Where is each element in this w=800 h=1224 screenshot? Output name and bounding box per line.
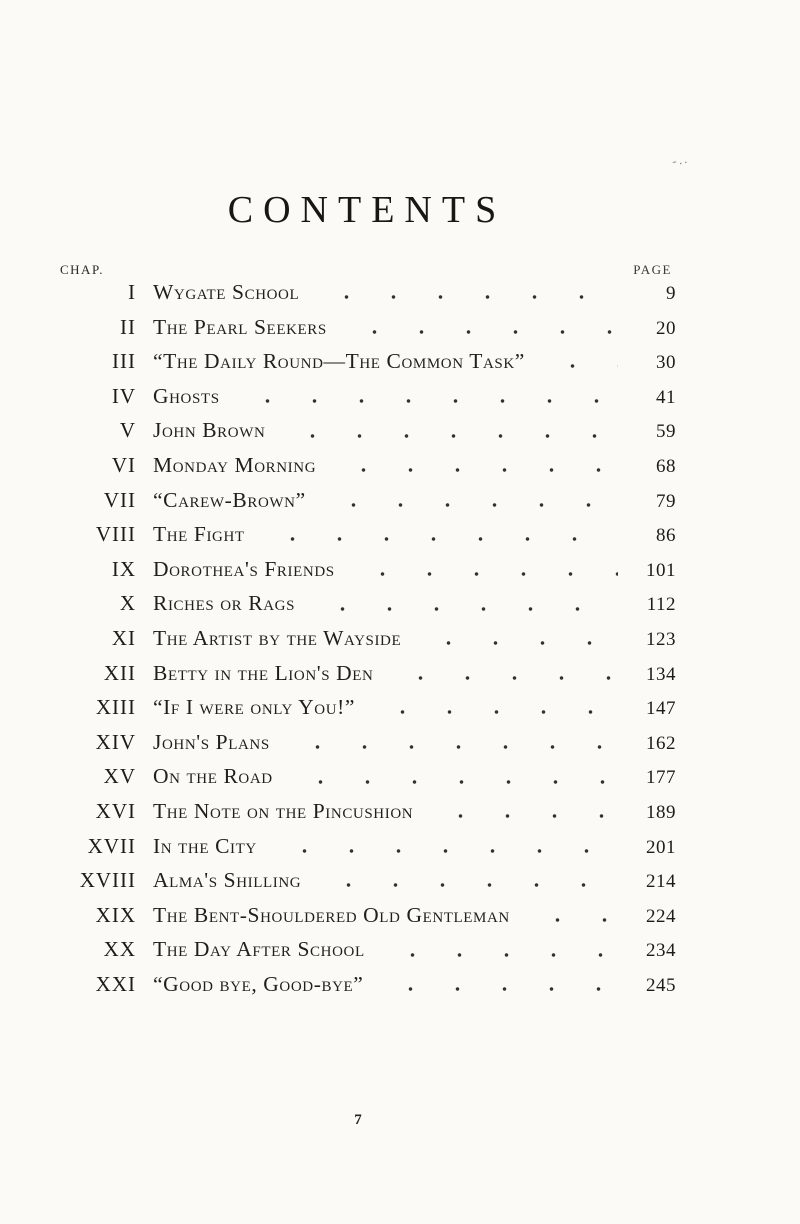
chapter-title: Alma's Shilling	[153, 868, 302, 893]
chapter-page-number: 86	[656, 525, 676, 547]
toc-row	[58, 626, 676, 661]
toc-row	[58, 522, 676, 557]
column-headers	[58, 262, 676, 278]
toc-row	[58, 488, 676, 523]
dot-leader	[375, 951, 618, 959]
chapter-page-number: 79	[656, 490, 676, 512]
chapter-title: The Fight	[153, 522, 245, 547]
toc-row	[58, 384, 676, 419]
dot-leader	[283, 778, 618, 786]
chapter-title: “Good bye, Good-bye”	[153, 971, 364, 996]
chapter-numeral: XI	[111, 625, 136, 650]
dot-leader	[520, 916, 618, 924]
dot-leader	[309, 293, 618, 301]
chapter-page-number: 101	[646, 559, 676, 581]
chapter-page-number: 68	[656, 455, 676, 477]
chapter-numeral: V	[119, 418, 136, 443]
dot-leader	[311, 881, 618, 889]
chapter-title: The Artist by the Wayside	[153, 625, 402, 650]
toc-row	[58, 557, 676, 592]
chapter-numeral: II	[120, 314, 136, 339]
chapter-page-number: 30	[656, 352, 676, 374]
dot-leader	[345, 570, 618, 578]
chapter-page-number: 214	[646, 871, 676, 893]
toc-row	[58, 937, 676, 972]
chapter-title: In the City	[153, 833, 257, 858]
dot-leader	[326, 466, 618, 474]
chapter-numeral: XVI	[95, 798, 136, 823]
chapter-title: The Day After School	[153, 937, 365, 962]
toc-row	[58, 315, 676, 350]
chapter-page-number: 9	[666, 283, 676, 304]
chapter-title: The Note on the Pincushion	[153, 798, 414, 823]
page-title: CONTENTS	[227, 189, 507, 231]
toc-row	[58, 453, 676, 488]
toc-row	[58, 868, 676, 903]
toc-list	[58, 280, 676, 1006]
dot-leader	[337, 328, 618, 336]
toc-row	[58, 418, 676, 453]
chapter-numeral: XV	[103, 764, 136, 789]
scan-artifact: -..	[670, 150, 691, 169]
chapter-numeral: VIII	[95, 522, 136, 547]
chapter-page-number: 234	[646, 940, 676, 962]
chapter-numeral: XIV	[95, 729, 136, 754]
chapter-page-number: 189	[646, 801, 676, 823]
dot-leader	[230, 397, 618, 405]
contents-block	[58, 0, 676, 1006]
toc-row	[58, 903, 676, 938]
chapter-numeral: VI	[111, 452, 136, 477]
toc-row	[58, 695, 676, 730]
chapter-title: Wygate School	[153, 280, 300, 304]
chapter-numeral: XX	[103, 937, 136, 962]
chapter-title: On the Road	[153, 764, 273, 789]
toc-row	[58, 834, 676, 869]
chapter-title: Monday Morning	[153, 452, 317, 477]
chapter-numeral: I	[128, 280, 136, 304]
chapter-page-number: 177	[646, 767, 676, 789]
chapter-page-number: 112	[646, 594, 676, 616]
chapter-numeral: VII	[103, 487, 136, 512]
chapter-numeral: IV	[111, 383, 136, 408]
chapter-title: The Bent-Shouldered Old Gentleman	[153, 902, 510, 927]
chapter-page-number: 162	[646, 732, 676, 754]
chapter-title: Ghosts	[153, 383, 220, 408]
page-column-header: PAGE	[633, 262, 672, 277]
toc-row	[58, 280, 676, 315]
folio-page-number: 7	[354, 1112, 362, 1128]
chapter-numeral: IX	[111, 556, 136, 581]
toc-row	[58, 799, 676, 834]
dot-leader	[305, 605, 618, 613]
toc-row	[58, 591, 676, 626]
chapter-title: “Carew-Brown”	[153, 487, 306, 512]
chapter-numeral: XIX	[95, 902, 136, 927]
chapter-numeral: XII	[103, 660, 136, 685]
dot-leader	[275, 432, 618, 440]
chapter-page-number: 201	[646, 836, 676, 858]
chapter-page-number: 59	[656, 421, 676, 443]
dot-leader	[411, 639, 618, 647]
toc-row	[58, 349, 676, 384]
dot-leader	[280, 743, 618, 751]
chapter-title: “The Daily Round—The Common Task”	[153, 349, 525, 374]
chapter-title: John Brown	[153, 418, 266, 443]
chapter-title: Dorothea's Friends	[153, 556, 335, 581]
chapter-title: John's Plans	[153, 729, 270, 754]
dot-leader	[316, 501, 618, 509]
dot-leader	[373, 985, 618, 993]
chapter-page-number: 224	[646, 905, 676, 927]
chapter-title: “If I were only You!”	[153, 695, 356, 720]
chapter-page-number: 123	[646, 628, 676, 650]
chapter-page-number: 147	[646, 698, 676, 720]
toc-row	[58, 730, 676, 765]
chapter-numeral: XIII	[95, 695, 136, 720]
chapter-title: Betty in the Lion's Den	[153, 660, 374, 685]
dot-leader	[365, 708, 618, 716]
chapter-column-header: CHAP.	[60, 262, 104, 277]
toc-row	[58, 661, 676, 696]
chapter-numeral: X	[119, 591, 136, 616]
chapter-title: The Pearl Seekers	[153, 314, 327, 339]
dot-leader	[535, 362, 618, 370]
chapter-numeral: XVII	[87, 833, 136, 858]
chapter-numeral: XXI	[95, 971, 136, 996]
chapter-page-number: 245	[646, 974, 676, 996]
dot-leader	[383, 674, 618, 682]
chapter-numeral: XVIII	[79, 868, 136, 893]
dot-leader	[423, 812, 618, 820]
dot-leader	[255, 535, 618, 543]
dot-leader	[267, 847, 618, 855]
toc-row	[58, 764, 676, 799]
chapter-page-number: 134	[646, 663, 676, 685]
toc-row	[58, 972, 676, 1007]
chapter-numeral: III	[112, 349, 136, 374]
chapter-page-number: 20	[656, 317, 676, 339]
chapter-page-number: 41	[656, 386, 676, 408]
chapter-title: Riches or Rags	[153, 591, 296, 616]
